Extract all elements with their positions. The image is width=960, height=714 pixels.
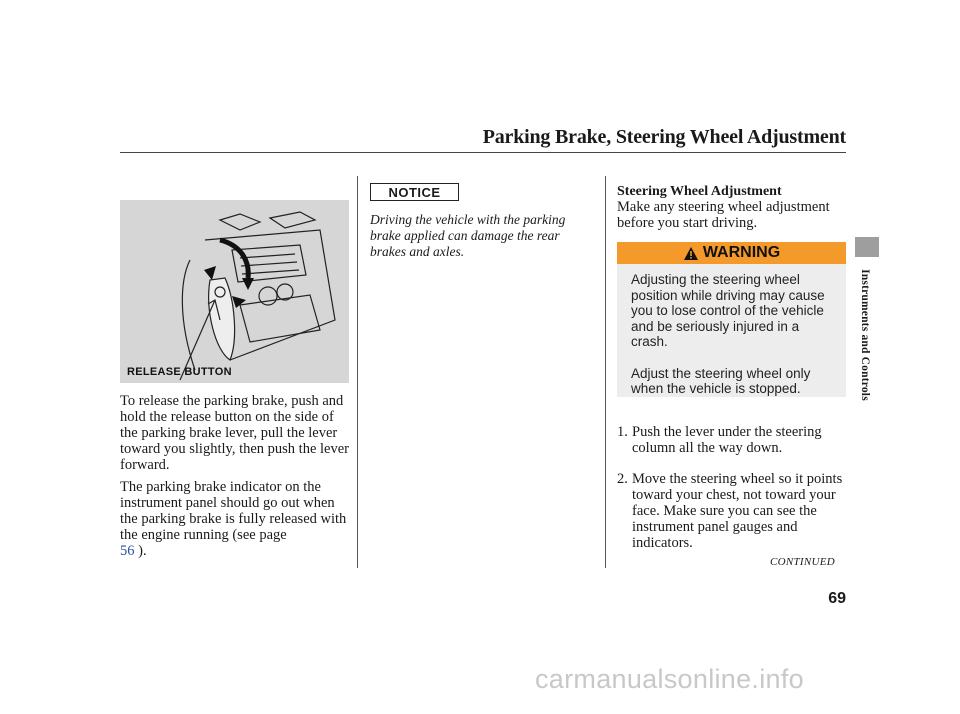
steering-intro: Make any steering wheel adjustment before you start driving.: [617, 199, 830, 231]
warning-text-2: Adjust the steering wheel only when the vehicle is stopped.: [631, 365, 811, 396]
continued-label: CONTINUED: [770, 556, 836, 568]
step-number: 2.: [617, 471, 628, 487]
watermark: carmanualsonline.info: [535, 664, 804, 694]
parking-brake-illustration: [120, 200, 349, 383]
step-text: Move the steering wheel so it points toward your chest, not toward your face. Make sure you can see the instrument panel gauges and indicators.: [632, 471, 843, 551]
step-item: [617, 471, 849, 551]
notice-label: NOTICE: [370, 183, 459, 201]
side-label-text: Instruments and Controls: [859, 269, 871, 401]
warning-triangle-icon: [683, 246, 699, 261]
section-tab-marker: [855, 237, 879, 257]
section-side-label: [850, 260, 880, 410]
section-heading: Steering Wheel Adjustment: [617, 184, 782, 199]
notice-text: Driving the vehicle with the parking brake applied can damage the rear brakes and axles.: [370, 212, 566, 259]
indicator-text-end: ).: [138, 543, 147, 559]
release-instructions: To release the parking brake, push and hold the release button on the side of the parking brake lever, pull the lever toward you slightly, then push the lever forward.: [120, 393, 350, 473]
column-divider-left: [357, 176, 358, 568]
warning-header: [617, 242, 846, 264]
column-divider-right: [605, 176, 606, 568]
dashboard-drawing: [120, 200, 349, 383]
warning-text: [631, 272, 836, 413]
figure-caption: RELEASE BUTTON: [127, 366, 232, 378]
step-item: [617, 424, 849, 456]
indicator-text: The parking brake indicator on the instrument panel should go out when the parking brake is fully released with the engine running (see page: [120, 479, 347, 543]
indicator-paragraph: [120, 479, 355, 559]
warning-label: WARNING: [702, 244, 781, 261]
page-number: 69: [828, 590, 846, 607]
step-number: 1.: [617, 424, 628, 440]
page-title: Parking Brake, Steering Wheel Adjustment: [482, 126, 846, 148]
adjustment-steps: [617, 424, 849, 566]
page-reference-link[interactable]: 56: [120, 543, 135, 559]
warning-text-1: Adjusting the steering wheel position while driving may cause you to lose control of the vehicle and be seriously injured in a crash.: [631, 272, 825, 349]
step-text: Push the lever under the steering column all the way down.: [632, 424, 822, 456]
title-rule: [120, 152, 846, 153]
